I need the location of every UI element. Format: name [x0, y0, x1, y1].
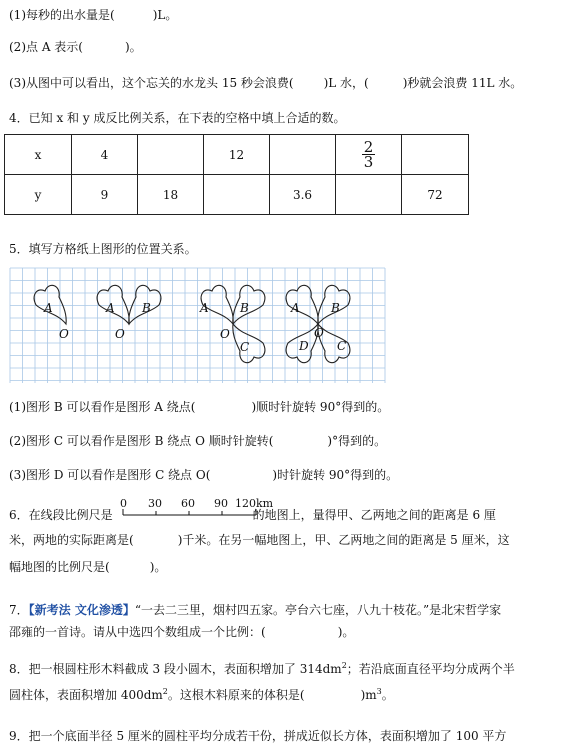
- table-cell: 9: [72, 175, 138, 215]
- q5-sub3: [9, 467, 398, 483]
- table-row: [5, 135, 469, 175]
- superscript: 2: [341, 661, 347, 670]
- figure-labels: [43, 301, 346, 354]
- table-cell[interactable]: [402, 135, 469, 175]
- table-cell[interactable]: [270, 135, 336, 175]
- q9-line1: 9．把一个底面半径 5 厘米的圆柱平均分成若干份，拼成近似长方体，表面积增加了 100 平方: [9, 729, 507, 743]
- fraction-numerator: 2: [363, 137, 374, 156]
- fraction-denominator: 3: [363, 152, 374, 171]
- figure-label: B: [240, 301, 249, 315]
- figure-label: C: [240, 340, 250, 354]
- table-row: [5, 175, 469, 215]
- q3-sub3-tail: )秒就会浪费 11L 水。: [402, 76, 523, 90]
- figure-label: A: [291, 301, 300, 315]
- q8-line2: [9, 687, 394, 703]
- table-cell: x: [5, 135, 72, 175]
- q8-line2-mid: 。这根木料原来的体积是(: [167, 688, 305, 702]
- q3-sub2: [9, 39, 142, 55]
- table-cell: 72: [402, 175, 469, 215]
- figure-label: O: [220, 327, 230, 341]
- q7-text: “一去二三里，烟村四五家。亭台六七座，八九十枝花。”是北宋哲学家: [134, 603, 502, 617]
- q6-line2-text: 米，两地的实际距离是(: [9, 533, 134, 547]
- scale-tick-label: 90: [214, 497, 228, 510]
- table-cell[interactable]: [336, 175, 402, 215]
- q3-sub3-mid: )L 水，(: [323, 76, 369, 90]
- fraction: [362, 137, 376, 171]
- q6-text: 6．在线段比例尺是: [9, 508, 113, 522]
- q3-sub1-text: (1)每秒的出水量是(: [9, 8, 115, 22]
- q6-line2: [9, 532, 510, 548]
- q5-sub3-tail: )时针旋转 90°得到的。: [272, 468, 399, 482]
- q5-sub2-tail: )°得到的。: [327, 434, 387, 448]
- q8-line1: [9, 661, 515, 677]
- table-cell: y: [5, 175, 72, 215]
- q3-sub1: [9, 7, 177, 23]
- grid-figure: [9, 267, 387, 385]
- figure-label: C: [337, 339, 347, 353]
- q3-sub1-tail: )L。: [152, 8, 178, 22]
- figure-label: B: [142, 301, 151, 315]
- q3-sub3-text: (3)从图中可以看出，这个忘关的水龙头 15 秒会浪费(: [9, 76, 294, 90]
- q7-number: 7．: [9, 603, 29, 617]
- table-cell-fraction: [336, 135, 402, 175]
- figure-label: B: [331, 301, 340, 315]
- scale-tick-label: 30: [148, 497, 162, 510]
- table-cell[interactable]: [138, 135, 204, 175]
- q3-sub2-text: (2)点 A 表示(: [9, 40, 83, 54]
- q6-line3-text: 幅地图的比例尺是(: [9, 560, 110, 574]
- superscript: 2: [162, 687, 168, 696]
- table-cell: 12: [204, 135, 270, 175]
- q6-line3: [9, 559, 166, 575]
- q7-line1: [9, 602, 501, 618]
- table-cell: 18: [138, 175, 204, 215]
- figure-label: A: [44, 301, 53, 315]
- scale-tick-label: 120km: [235, 497, 274, 510]
- q5-sub1-text: (1)图形 B 可以看作是图形 A 绕点(: [9, 400, 196, 414]
- q3-sub2-tail: )。: [124, 40, 142, 54]
- q8-line2-text: 圆柱体，表面积增加 400dm: [9, 688, 163, 702]
- proportion-table: [4, 134, 469, 215]
- q8-line2-tail: 。: [381, 688, 394, 702]
- q8-text: 8．把一根圆柱形木料截成 3 段小圆木，表面积增加了 314dm: [9, 662, 342, 676]
- q5-sub2-text: (2)图形 C 可以看作是图形 B 绕点 O 顺时针旋转(: [9, 434, 274, 448]
- q7-line2: [9, 624, 354, 640]
- superscript: 3: [376, 687, 382, 696]
- q5-sub1-tail: )顺时针旋转 90°得到的。: [251, 400, 390, 414]
- figure-label: A: [106, 301, 115, 315]
- table-cell[interactable]: [204, 175, 270, 215]
- q8-line2-unit: )m: [360, 688, 377, 702]
- q5-sub2: [9, 433, 386, 449]
- table-cell: 3.6: [270, 175, 336, 215]
- figure-label: D: [299, 339, 309, 353]
- scale-tick-label: 0: [120, 497, 127, 510]
- figure-label: O: [59, 327, 69, 341]
- q6-line3-tail: )。: [149, 560, 167, 574]
- q5-sub1: [9, 399, 389, 415]
- q5-sub3-text: (3)图形 D 可以看作是图形 C 绕点 O(: [9, 468, 211, 482]
- q3-sub3: [9, 75, 522, 91]
- scale-bar: [116, 496, 274, 520]
- q7-line2-tail: )。: [337, 625, 355, 639]
- q4-text: 4．已知 x 和 y 成反比例关系，在下表的空格中填上合适的数。: [9, 111, 346, 125]
- q7-tag: 【新考法 文化渗透】: [28, 603, 135, 617]
- table-cell: 4: [72, 135, 138, 175]
- figure-label: A: [200, 301, 209, 315]
- q5-text: 5．填写方格纸上图形的位置关系。: [9, 242, 197, 256]
- q6-line2-tail: )千米。在另一幅地图上，甲、乙两地之间的距离是 5 厘米，这: [177, 533, 510, 547]
- figure-label: O: [115, 327, 125, 341]
- q8-text-tail: ；若沿底面直径平均分成两个半: [346, 662, 515, 676]
- grid-lines: [10, 268, 385, 383]
- scale-tick-label: 60: [181, 497, 195, 510]
- q6-text-tail: 的地图上，量得甲、乙两地之间的距离是 6 厘: [252, 508, 496, 522]
- figure-label: O: [314, 326, 324, 340]
- q7-line2-text: 邵雍的一首诗。请从中选四个数组成一个比例：(: [9, 625, 266, 639]
